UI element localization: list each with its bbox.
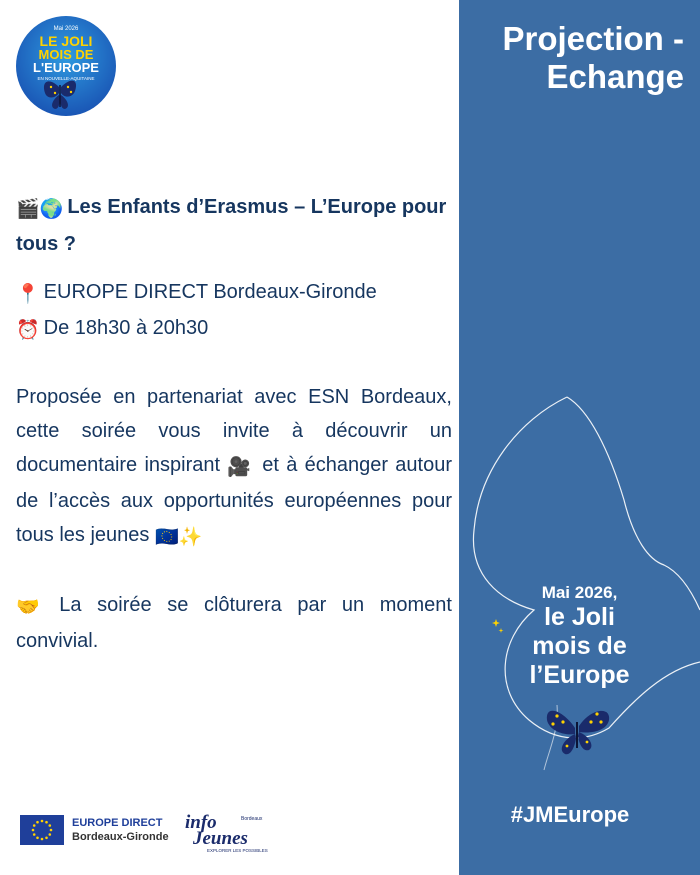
- event-title-line2: tous ?: [16, 233, 76, 255]
- promo-text: [459, 583, 700, 690]
- infojeunes-small: Bordeaux: [241, 816, 263, 822]
- logo-line-2: MOIS DE: [38, 47, 94, 62]
- promo-line3: mois de: [532, 632, 627, 660]
- hashtag: #JMEurope: [510, 802, 630, 827]
- pin-icon: 📍: [16, 283, 40, 305]
- location-text: EUROPE DIRECT Bordeaux-Gironde: [43, 281, 377, 303]
- logo-top-text: Mai 2026: [53, 26, 79, 32]
- description-part2: et à échanger autour de l’accès aux opportunités européennes pour tous les jeunes: [16, 454, 452, 546]
- alarm-clock-icon: ⏰: [16, 319, 40, 341]
- info-jeunes-logo: [183, 810, 275, 854]
- closing-sentence: La soirée se clôturera par un moment convivial.: [16, 594, 452, 652]
- event-info: [16, 275, 452, 347]
- promo-line4: l’Europe: [529, 661, 630, 689]
- event-description: [16, 380, 452, 554]
- logo-line-1: LE JOLI: [39, 33, 93, 49]
- infojeunes-line2: Jeunes: [193, 828, 248, 849]
- event-title-line1: Les Enfants d’Erasmus – L’Europe pour: [67, 196, 447, 218]
- right-panel: [459, 0, 700, 875]
- eu-flag-icon: [20, 815, 64, 845]
- logo-line-3: L'EUROPE: [33, 60, 99, 75]
- europe-direct-sublabel: Bordeaux-Gironde: [72, 831, 169, 843]
- event-title: [16, 190, 452, 262]
- movie-camera-icon: 🎥: [227, 456, 251, 478]
- closing-text: [16, 588, 452, 658]
- side-title-line1: Projection -: [502, 20, 684, 57]
- description-part1: Proposée en partenariat avec ESN Bordeaux, cette soirée vous invite à découvrir un documentaire inspirant: [16, 386, 452, 476]
- infojeunes-tagline: EXPLORER LES POSSIBLES: [207, 848, 268, 853]
- side-title: [502, 20, 684, 96]
- time-text: De 18h30 à 20h30: [43, 317, 209, 339]
- location-row: [16, 275, 452, 311]
- handshake-icon: 🤝: [16, 596, 40, 618]
- time-row: [16, 311, 452, 347]
- side-title-line2: Echange: [546, 58, 684, 95]
- logo-bottom-text: EN NOUVELLE-AQUITAINE: [37, 76, 95, 81]
- infojeunes-line1: info: [185, 812, 217, 833]
- clapper-globe-icon: 🎬🌍: [16, 198, 64, 220]
- butterfly-icon: [539, 700, 615, 760]
- promo-line2: le Joli: [544, 603, 615, 631]
- europe-direct-logo: [20, 815, 169, 845]
- europe-direct-text: [72, 816, 169, 844]
- joli-mois-logo: [15, 15, 117, 117]
- event-details: [16, 190, 452, 658]
- eu-flag-sparkles-icon: 🇪🇺✨: [154, 526, 203, 548]
- promo-line1: Mai 2026,: [541, 583, 618, 602]
- europe-direct-label: EUROPE DIRECT: [72, 817, 163, 829]
